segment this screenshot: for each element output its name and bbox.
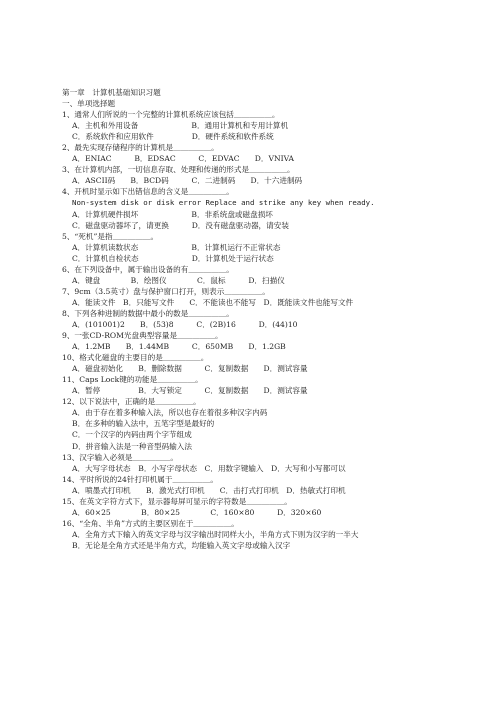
option-line: A．1.2MB B．1.44MB C．650MB D．1.2GB [72,342,286,352]
question-list [62,109,492,551]
question-line: 8、下列各种进制的数据中最小的数是＿＿＿＿＿。 [62,308,234,318]
option-line: C．计算机自检状态 D．计算机处于运行状态 [72,253,274,263]
option-line: A．磁盘初始化 B．删除数据 C．复制数据 D．测试容量 [72,364,308,374]
option-line: A．ASCII码 B．BCD码 C．二进制码 D．十六进制码 [72,176,303,186]
question-line: 3、在计算机内部，一切信息存取、处理和传递的形式是＿＿＿＿＿。 [62,165,295,175]
question-line: 13、汉字输入必须是＿＿＿＿＿。 [62,452,178,462]
option-line: C．磁盘驱动器坏了，请更换 D．没有磁盘驱动器，请安装 [72,220,289,230]
question-line: 5、“死机”是指＿＿＿＿＿。 [62,231,159,241]
option-line: A．能读文件 B．只能写文件 C．不能读也不能写 D．既能读文件也能写文件 [72,297,354,307]
question-line: 6、在下列设备中，属于输出设备的有＿＿＿＿＿。 [62,264,234,274]
option-line: C．系统软件和应用软件 D．硬件系统和软件系统 [72,132,274,142]
chapter-title: 第一章 计算机基础知识习题 [62,88,161,97]
option-line: A．ENIAC B．EDSAC C．EDVAC D．VNIVA [72,154,295,164]
question-line: 2、最先实现存储程序的计算机是＿＿＿＿＿。 [62,143,219,153]
option-line: A．计算机硬件损坏 B．非系统盘或磁盘损坏 [72,209,273,219]
option-line: A．全角方式下输入的英文字母与汉字输出时同样大小，半角方式下则为汉字的一半大 [72,529,359,539]
question-line: 10、格式化磁盘的主要目的是＿＿＿＿＿。 [62,353,209,363]
option-line: Non-system disk or disk error Replace and strike any key when ready. [72,198,375,208]
question-line: 1、通常人们所说的一个完整的计算机系统应该包括＿＿＿＿＿。 [62,110,280,120]
question-line: 11、Caps Lock键的功能是＿＿＿＿＿。 [62,375,203,385]
question-line: 9、一张CD-ROM光盘典型容量是＿＿＿＿＿。 [62,331,223,341]
question-line: 12、以下说法中，正确的是＿＿＿＿＿。 [62,397,201,407]
option-line: A．喷墨式打印机 B．激光式打印机 C．击打式打印机 D．热敏式打印机 [72,485,346,495]
question-line: 15、在英文字符方式下，显示器每屏可显示的字符数是＿＿＿＿＿。 [62,496,292,506]
question-line: 14、平时所说的24针打印机属于＿＿＿＿＿。 [62,474,219,484]
option-line: C．一个汉字的内码由两个字节组成 [72,430,192,440]
question-line: 7、9cm（3.5英寸）盘与保护窗口打开，则表示＿＿＿＿＿。 [62,286,270,296]
option-line: A．60×25 B．80×25 C．160×80 D．320×60 [72,507,322,517]
option-line: A．计算机读数状态 B．计算机运行不正常状态 [72,242,281,252]
option-line: A．键盘 B．绘图仪 C．鼠标 D．扫描仪 [72,275,285,285]
exercise-content [62,87,492,551]
option-line: A．暂停 B．大写锁定 C．复制数据 D．测试容量 [72,386,308,396]
option-line: A．主机和外用设备 B．通用计算机和专用计算机 [72,121,289,131]
question-line: 16、“全角、半角”方式的主要区别在于＿＿＿＿＿。 [62,518,239,528]
question-line: 4、开机时显示如下出错信息的含义是＿＿＿＿＿。 [62,187,234,197]
option-line: B．在多种的输入法中，五笔字型是最好的 [72,419,215,429]
option-line: D．拼音输入法是一种音型码输入法 [72,441,192,451]
option-line: A．由于存在着多种输入法，所以也存在着很多种汉字内码 [72,408,268,418]
section-title: 一、单项选择题 [62,99,116,109]
option-line: B．无论是全角方式还是半角方式，均能输入英文字母或输入汉字 [72,540,291,550]
option-line: A．大写字母状态 B．小写字母状态 C．用数字键输入 D．大写和小写都可以 [72,463,346,473]
option-line: A．(101001)2 B．(53)8 C．(2B)16 D．(44)10 [72,319,298,329]
